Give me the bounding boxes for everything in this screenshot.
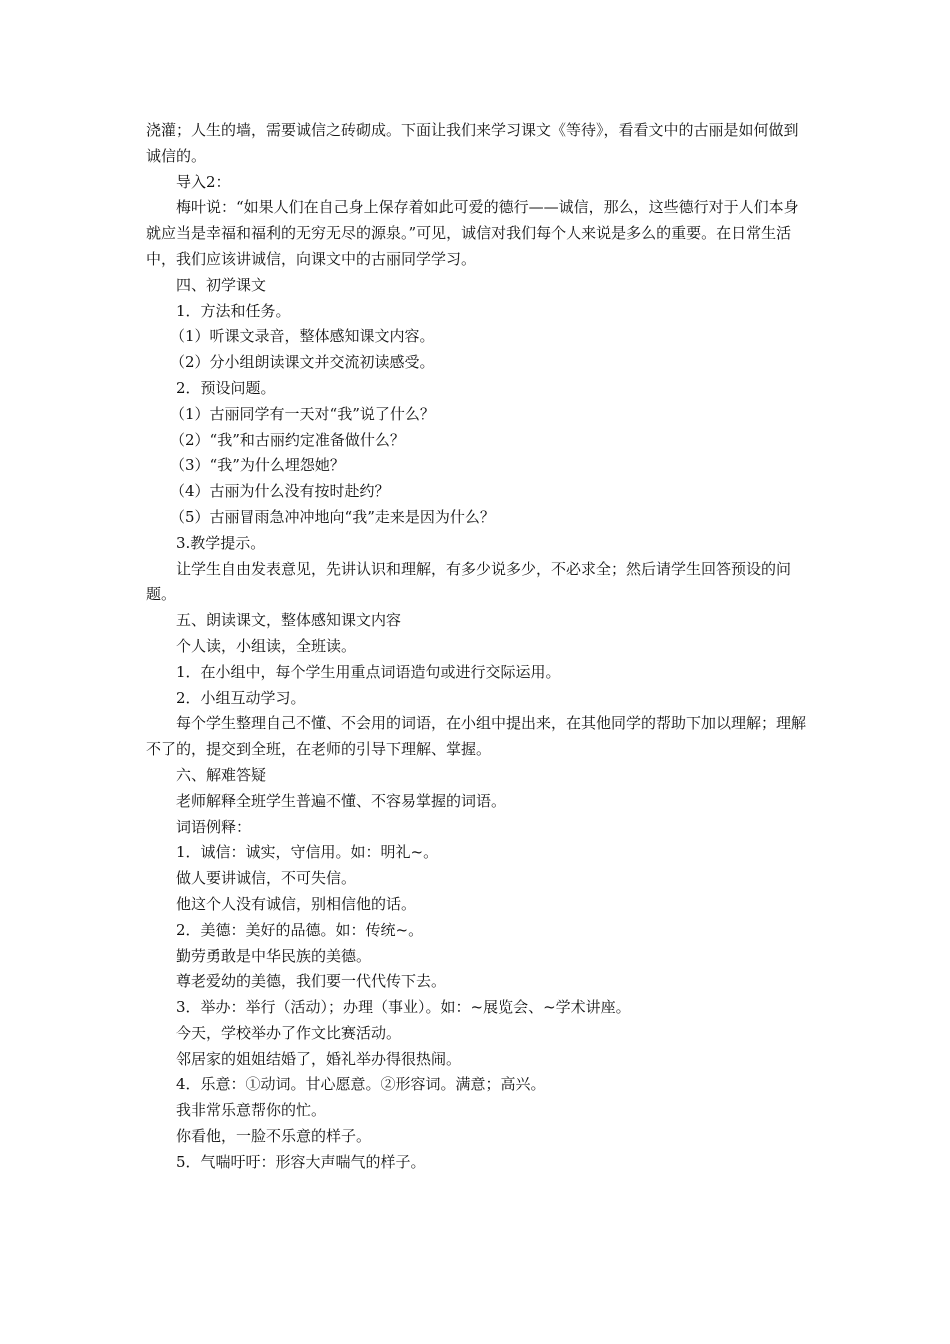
paragraph: （1）古丽同学有一天对“我”说了什么？	[170, 404, 435, 423]
paragraph: 3．举办：举行（活动）；办理（事业）。如：~展览会、~学术讲座。	[176, 998, 631, 1017]
paragraph: 导入2：	[176, 172, 231, 191]
paragraph: 五、朗读课文，整体感知课文内容	[176, 611, 402, 630]
paragraph: 3.教学提示。	[176, 533, 266, 552]
paragraph: 让学生自由发表意见，先讲认识和理解，有多少说多少，不必求全；然后请学生回答预设的问题。	[146, 559, 792, 604]
paragraph: 2．美德：美好的品德。如：传统~。	[176, 920, 424, 939]
paragraph: 5．气喘吁吁：形容大声喘气的样子。	[176, 1152, 426, 1171]
paragraph: 尊老爱幼的美德，我们要一代代传下去。	[176, 972, 447, 991]
paragraph: （5）古丽冒雨急冲冲地向“我”走来是因为什么？	[170, 507, 495, 526]
paragraph: （1）听课文录音，整体感知课文内容。	[170, 327, 435, 346]
paragraph: 你看他，一脸不乐意的样子。	[176, 1127, 372, 1146]
paragraph: 词语例释：	[176, 817, 252, 836]
paragraph: 1．诚信：诚实，守信用。如：明礼~。	[176, 843, 439, 862]
paragraph: 4．乐意：①动词。甘心愿意。②形容词。满意；高兴。	[176, 1075, 546, 1094]
paragraph: （4）古丽为什么没有按时赴约？	[170, 482, 390, 501]
paragraph: 邻居家的姐姐结婚了，婚礼举办得很热闹。	[176, 1049, 462, 1068]
paragraph: 2．预设问题。	[176, 378, 276, 397]
paragraph: 今天，学校举办了作文比赛活动。	[176, 1023, 402, 1042]
paragraph: 梅叶说：“如果人们在自己身上保存着如此可爱的德行——诚信，那么，这些德行对于人们本身就应当是幸福和福利的无穷无尽的源泉。”可见，诚信对我们每个人来说是多么的重要。在日常生活中，我们应该讲诚信，向课文中的古丽同学学习。	[146, 198, 799, 268]
paragraph: 老师解释全班学生普遍不懂、不容易掌握的词语。	[176, 791, 507, 810]
paragraph: （3）“我”为什么埋怨她？	[170, 456, 345, 475]
paragraph: 四、初学课文	[176, 275, 267, 294]
paragraph: 1．在小组中，每个学生用重点词语造句或进行交际运用。	[176, 662, 561, 681]
paragraph: 2．小组互动学习。	[176, 688, 306, 707]
paragraph: 每个学生整理自己不懂、不会用的词语，在小组中提出来，在其他同学的帮助下加以理解；理解不了的，提交到全班，在老师的引导下理解、掌握。	[146, 714, 807, 759]
paragraph: 个人读，小组读，全班读。	[176, 636, 357, 655]
paragraph: 勤劳勇敢是中华民族的美德。	[176, 946, 372, 965]
paragraph: （2）“我”和古丽约定准备做什么？	[170, 430, 405, 449]
paragraph: 浇灌；人生的墙，需要诚信之砖砌成。下面让我们来学习课文《等待》，看看文中的古丽是如何做到诚信的。	[146, 121, 799, 165]
paragraph: 六、解难答疑	[176, 765, 267, 784]
paragraph: 做人要讲诚信，不可失信。	[176, 869, 357, 888]
document-page	[146, 118, 808, 1176]
paragraph: （2）分小组朗读课文并交流初读感受。	[170, 353, 435, 372]
paragraph: 1．方法和任务。	[176, 301, 291, 320]
paragraph: 我非常乐意帮你的忙。	[176, 1101, 327, 1120]
paragraph: 他这个人没有诚信，别相信他的话。	[176, 894, 417, 913]
